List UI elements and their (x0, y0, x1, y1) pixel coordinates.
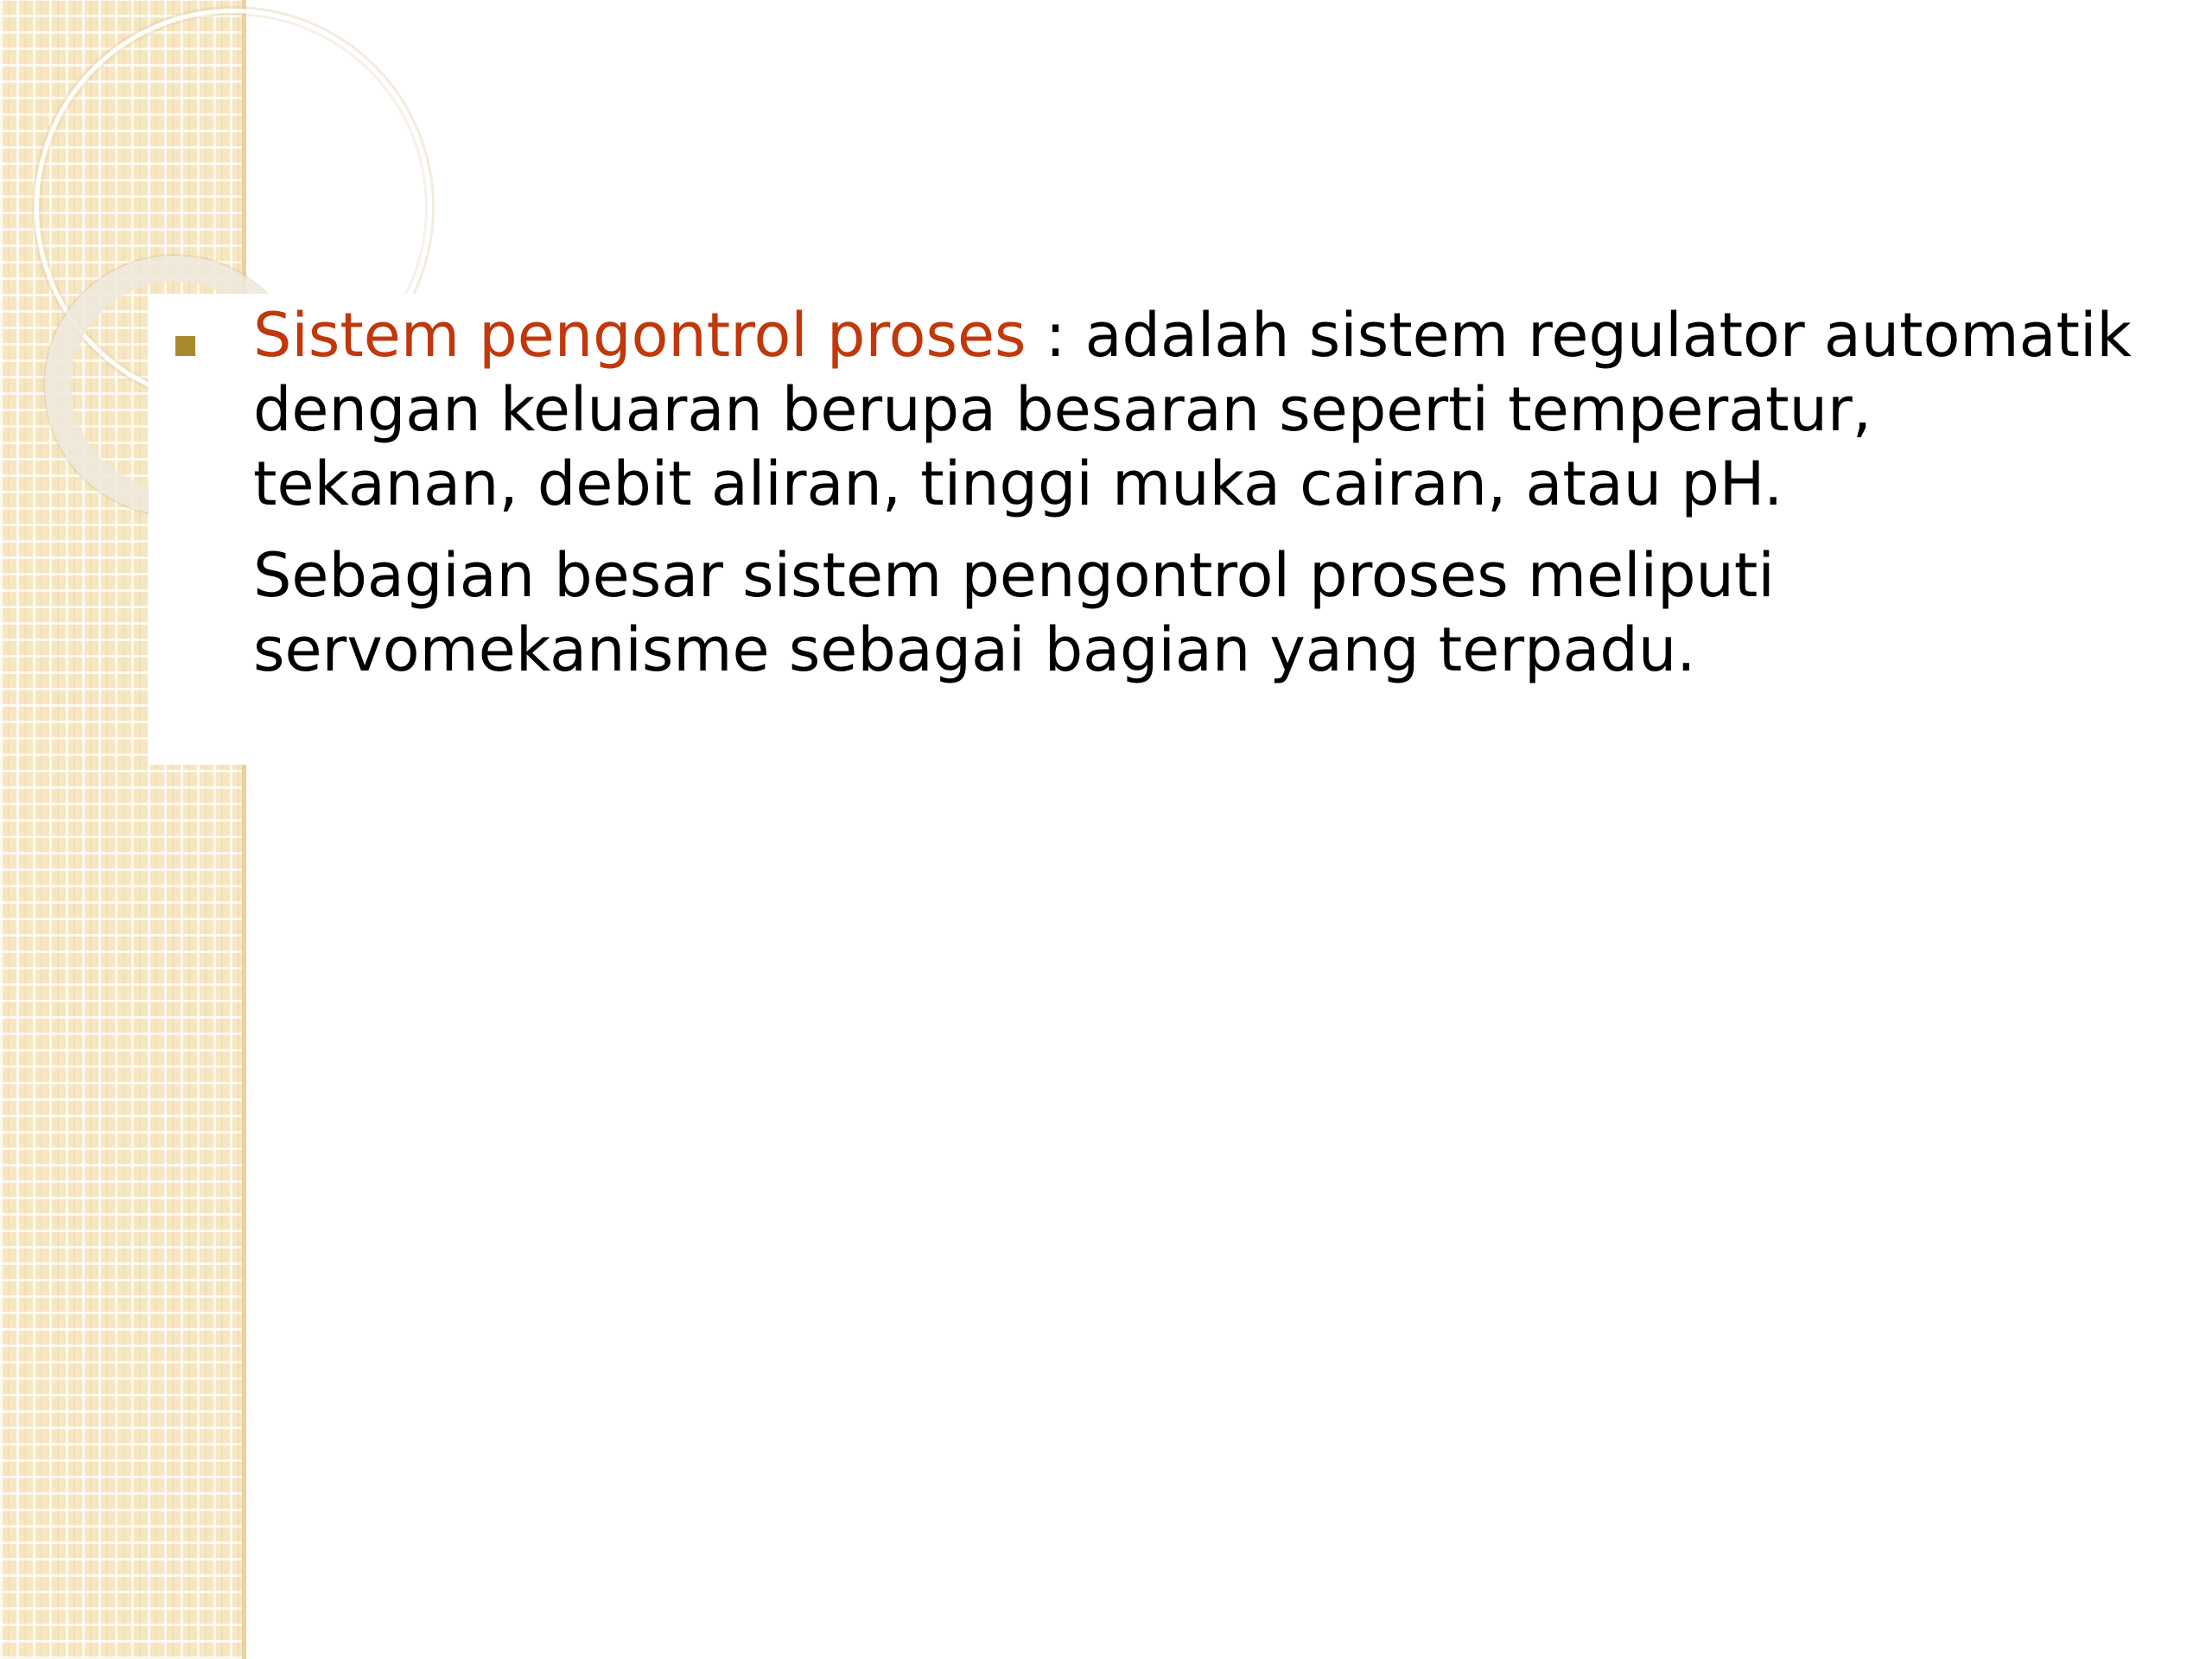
highlighted-term: Sistem pengontrol proses (253, 300, 1027, 371)
bullet-square-icon (175, 336, 195, 356)
bullet-item (253, 298, 2145, 687)
bullet-continuation: Sebagian besar sistem pengontrol proses meliputi servomekanisme sebagai bagian yang terpadu. (253, 540, 1775, 685)
bullet-paragraph (253, 298, 2145, 521)
term-definition: : adalah sistem regulator automatik dengan keluaran berupa besaran seperti temperatur, tekanan, debit aliran, tinggi muka cairan, atau pH. (253, 300, 2132, 519)
